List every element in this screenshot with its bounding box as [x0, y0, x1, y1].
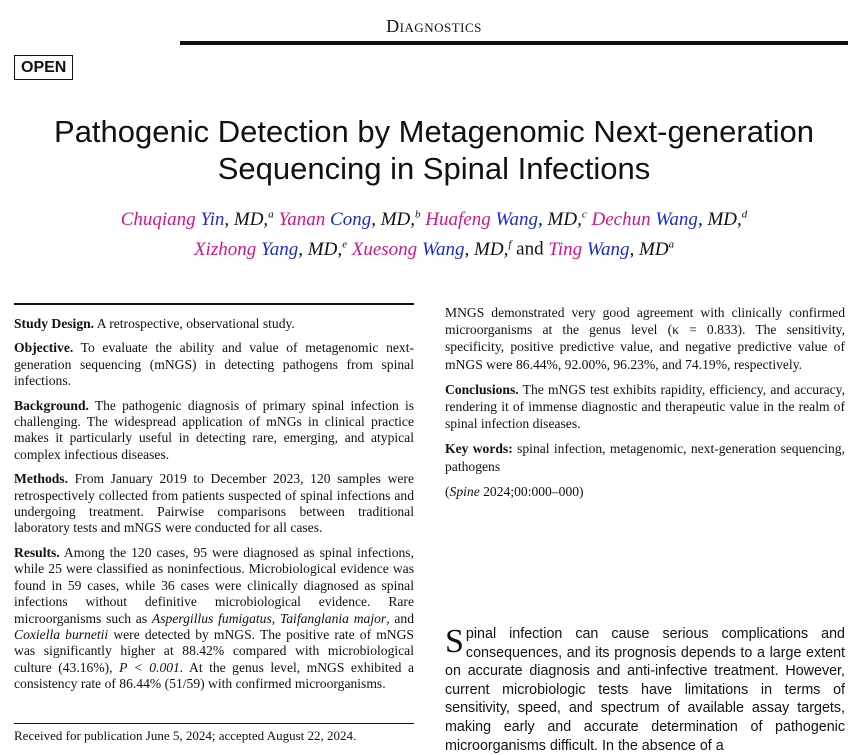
- author-2[interactable]: Yanan Cong, MD,$^b$: [278, 209, 421, 231]
- organism-name: Aspergillus fumigatus: [151, 610, 272, 626]
- drop-cap: S: [445, 623, 464, 660]
- background-paragraph: Background. The pathogenic diagnosis of primary spinal infection is challenging. The widespread application of mNGs in clinical practice makes it particularly useful in detecting rare, emerging, and atypical complex infectious diseases.: [14, 397, 415, 462]
- title-line-1: Pathogenic Detection by Metagenomic Next-generation: [54, 114, 814, 149]
- author-4[interactable]: Dechun Wang, MD,$^d$: [591, 209, 748, 231]
- abstract-left-column: [14, 316, 414, 701]
- conclusions-paragraph: Conclusions. The mNGS test exhibits rapidity, efficiency, and accuracy, rendering it of immense diagnostic and therapeutic value in the realm of spinal infection diseases.: [445, 381, 845, 432]
- author-1[interactable]: Chuqiang Yin, MD,$^a$: [120, 209, 274, 231]
- author-list: [40, 203, 828, 262]
- objective-paragraph: Objective. To evaluate the ability and value of metagenomic next-generation sequencing (mNGS) in detecting pathogens from spinal infections.: [14, 340, 414, 389]
- organism-name: Taifanglania major: [279, 610, 387, 626]
- header-rule: [180, 41, 848, 45]
- abstract-right-column: [445, 304, 845, 508]
- journal-section-header: Diagnostics: [386, 16, 482, 36]
- authors-conjunction: and: [516, 238, 544, 260]
- organism-name: Coxiella burnetii: [14, 626, 109, 642]
- p-value: P < 0.001.: [119, 659, 184, 675]
- body-intro-paragraph: Spinal infection can cause serious complications and consequences, and its prognosis depends to a large extent on accurate diagnosis and anti-infective treatment. However, current microbiologic tests have limitations in terms of sensitivity, speed, and spectrum of available assay targets, making early and accurate determination of pathogenic microorganisms difficult. In the absence of a: [445, 623, 845, 754]
- author-7[interactable]: Ting Wang, $MD^a$: [548, 238, 675, 260]
- open-access-badge: OPEN: [14, 55, 73, 80]
- keywords-paragraph: Key words: spinal infection, metagenomic, next-generation sequencing, pathogens: [445, 441, 845, 474]
- methods-paragraph: Methods. From January 2019 to December 2023, 120 samples were retrospectively collected from patients suspected of spinal infections and undergoing treatment. Pairwise comparisons between traditional laboratory tests and mNGS were conducted for all cases.: [14, 471, 414, 536]
- results-paragraph-continued: [445, 304, 845, 373]
- study-design-paragraph: Study Design. A retrospective, observational study.: [14, 316, 295, 331]
- abstract-top-rule: [14, 303, 414, 305]
- results-text-continued: MNGS demonstrated very good agreement with clinically confirmed microorganisms at the genus level (κ = 0.833). The sensitivity, specificity, positive predictive value, and negative predictive value of mNGS were 86.44%, 92.00%, 96.23%, and 74.19%, respectively.: [445, 305, 845, 372]
- footnote-rule: [14, 723, 414, 724]
- title-line-2: Sequencing in Spinal Infections: [217, 151, 651, 186]
- citation-line: (Spine 2024;00:000–000): [445, 483, 584, 499]
- author-3[interactable]: Huafeng Wang, MD,$^c$: [425, 209, 587, 231]
- results-paragraph-part1: Results. Among the 120 cases, 95 were diagnosed as spinal infections, while 25 were classified as noninfectious. Microbiological evidence was found in 59 cases, while 36 cases were clinically diagnosed as spinal infections without definitive microbiological evidence. Rare microorganisms such as Aspergillus fumigatus, Taifanglania major, and Coxiella burnetii were detected by mNGS. The positive rate of mNGS was significantly higher at 88.42% compared with microbiological culture (43.16%), P < 0.001. At the genus level, mNGS exhibited a consistency rate of 86.44% (51/59) with confirmed microorganisms.: [14, 544, 414, 692]
- author-6[interactable]: Xuesong Wang, MD,$^f$: [351, 238, 512, 260]
- article-title: [0, 113, 868, 187]
- author-5[interactable]: Xizhong Yang, MD,$^e$: [193, 238, 347, 260]
- received-footnote: Received for publication June 5, 2024; accepted August 22, 2024.: [14, 728, 357, 743]
